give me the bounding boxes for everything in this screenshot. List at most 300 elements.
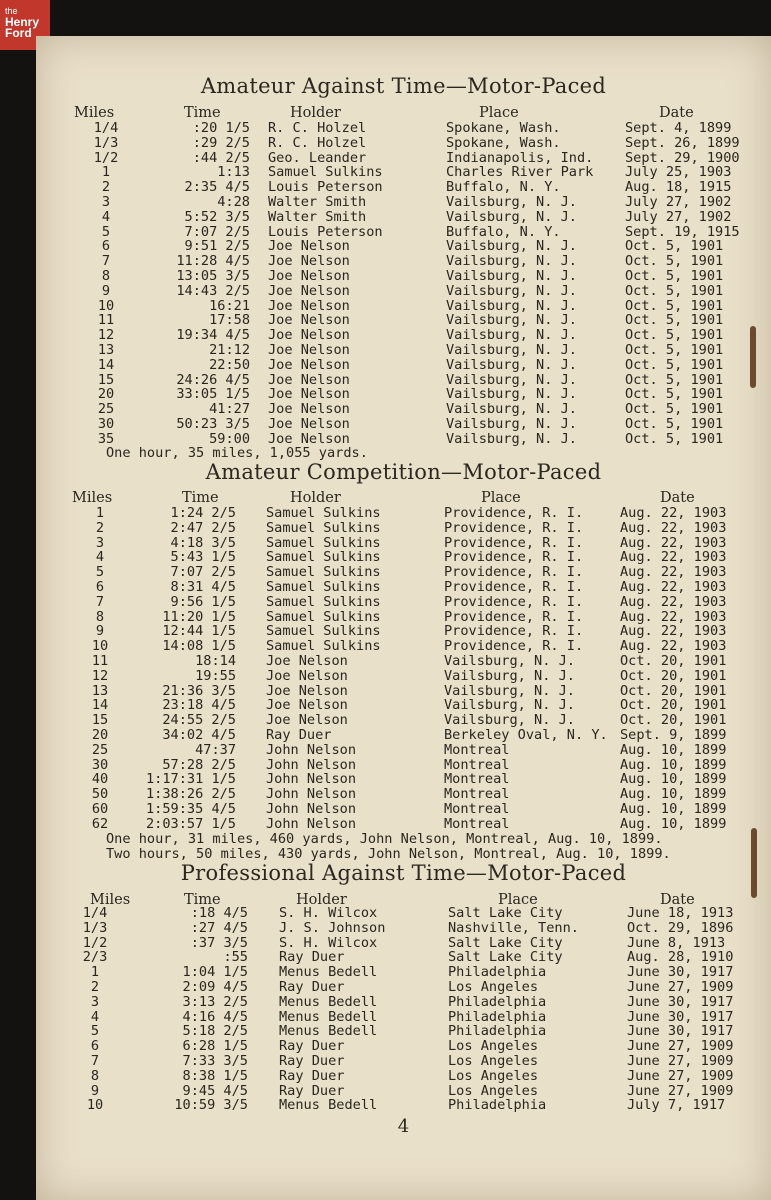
cell-date: June 30, 1917: [627, 1023, 734, 1040]
cell-holder: J. S. Johnson: [279, 919, 386, 936]
cell-place: Vailsburg, N. J.: [446, 430, 577, 447]
cell-miles: 10: [91, 638, 109, 655]
cell-date: Oct. 5, 1901: [625, 238, 724, 255]
cell-date: Oct. 5, 1901: [625, 371, 724, 388]
column-header-holder: Holder: [296, 892, 347, 908]
table-row: [36, 1069, 771, 1084]
table-row: [36, 995, 771, 1010]
table-row: [36, 817, 771, 832]
table-row: [36, 787, 771, 802]
cell-date: Oct. 5, 1901: [625, 401, 724, 418]
cell-date: Sept. 19, 1915: [625, 223, 740, 240]
cell-time: 9:51 2/5: [184, 238, 250, 255]
cell-time: :29 2/5: [192, 134, 250, 151]
cell-miles: 1/2: [93, 149, 119, 166]
cell-time: 4:16 4/5: [182, 1008, 248, 1025]
table-row: [36, 506, 771, 521]
table-row: [36, 1054, 771, 1069]
table-row: [36, 654, 771, 669]
cell-place: Philadelphia: [448, 1023, 547, 1040]
cell-place: Providence, R. I.: [444, 505, 584, 521]
table-row: [36, 180, 771, 195]
table-row: [36, 743, 771, 758]
column-header-holder: Holder: [290, 490, 341, 506]
cell-miles: 1/3: [93, 134, 119, 151]
cell-holder: Samuel Sulkins: [266, 579, 381, 595]
cell-holder: Samuel Sulkins: [266, 593, 381, 610]
section-note: One hour, 31 miles, 460 yards, John Nelson, Montreal, Aug. 10, 1899.: [106, 831, 663, 847]
cell-place: Philadelphia: [448, 1008, 547, 1025]
cell-date: Oct. 5, 1901: [625, 356, 724, 373]
cell-time: 11:20 1/5: [162, 608, 236, 625]
table-row: [36, 239, 771, 254]
cell-place: Providence, R. I.: [444, 608, 584, 625]
cell-holder: Joe Nelson: [268, 253, 350, 270]
cell-time: 1:17:31 1/5: [145, 771, 236, 788]
cell-miles: 25: [97, 401, 115, 418]
column-header-miles: Miles: [74, 105, 115, 121]
cell-date: Oct. 5, 1901: [625, 416, 724, 432]
cell-place: Spokane, Wash.: [446, 134, 561, 151]
table-row: [36, 921, 771, 936]
cell-holder: Joe Nelson: [268, 268, 350, 284]
cell-miles: 3: [101, 194, 111, 210]
cell-date: Aug. 22, 1903: [620, 564, 727, 581]
cell-holder: Ray Duer: [279, 1053, 345, 1069]
cell-miles: 9: [95, 623, 105, 640]
cell-place: Los Angeles: [448, 1053, 539, 1069]
cell-date: June 30, 1917: [627, 1008, 734, 1025]
cell-time: 24:55 2/5: [162, 712, 236, 729]
cell-holder: Joe Nelson: [268, 282, 350, 299]
table-row: [36, 284, 771, 299]
cell-time: 2:35 4/5: [184, 179, 250, 196]
cell-holder: Samuel Sulkins: [266, 505, 381, 521]
cell-date: July 27, 1902: [625, 194, 732, 210]
cell-holder: Samuel Sulkins: [266, 623, 381, 640]
cell-holder: Joe Nelson: [268, 238, 350, 255]
column-header-time: Time: [184, 892, 221, 908]
cell-miles: 2: [90, 979, 100, 995]
cell-place: Montreal: [444, 815, 510, 832]
cell-miles: 9: [101, 282, 111, 299]
cell-date: Aug. 22, 1903: [620, 638, 727, 655]
cell-date: Oct. 5, 1901: [625, 297, 724, 314]
cell-time: 6:28 1/5: [182, 1038, 248, 1055]
table-row: [36, 950, 771, 965]
cell-time: 1:59:35 4/5: [145, 801, 236, 817]
cell-place: Vailsburg, N. J.: [446, 356, 577, 373]
logo-line-2: Henry: [5, 15, 40, 29]
cell-place: Charles River Park: [446, 164, 594, 181]
cell-place: Providence, R. I.: [444, 579, 584, 595]
table-row: [36, 1010, 771, 1025]
cell-miles: 4: [95, 549, 105, 566]
cell-date: Oct. 5, 1901: [625, 268, 724, 284]
table-row: [36, 936, 771, 951]
cell-miles: 20: [91, 727, 109, 743]
cell-place: Vailsburg, N. J.: [446, 282, 577, 299]
cell-holder: Joe Nelson: [268, 297, 350, 314]
cell-miles: 50: [91, 786, 109, 803]
cell-holder: John Nelson: [266, 786, 357, 803]
cell-holder: Joe Nelson: [266, 653, 348, 669]
cell-place: Vailsburg, N. J.: [446, 401, 577, 418]
cell-holder: Menus Bedell: [279, 964, 378, 981]
cell-place: Nashville, Tenn.: [448, 919, 579, 936]
page-number: 4: [397, 1116, 410, 1137]
logo-line-1: the: [5, 6, 18, 16]
cell-date: Oct. 20, 1901: [620, 667, 727, 684]
cell-place: Vailsburg, N. J.: [444, 712, 575, 729]
column-header-time: Time: [182, 490, 219, 506]
cell-date: Sept. 29, 1900: [625, 149, 740, 166]
column-header-date: Date: [659, 105, 694, 121]
cell-time: 8:31 4/5: [170, 579, 236, 595]
cell-date: Aug. 22, 1903: [620, 519, 727, 536]
cell-time: :55: [223, 949, 248, 966]
cell-place: Vailsburg, N. J.: [446, 327, 577, 344]
cell-holder: Menus Bedell: [279, 1023, 378, 1040]
cell-date: Aug. 10, 1899: [620, 771, 727, 788]
cell-place: Providence, R. I.: [444, 593, 584, 610]
cell-holder: Menus Bedell: [279, 993, 378, 1010]
table-row: [36, 713, 771, 728]
cell-place: Vailsburg, N. J.: [444, 697, 575, 714]
cell-place: Spokane, Wash.: [446, 120, 561, 136]
table-row: [36, 1039, 771, 1054]
cell-miles: 2: [101, 179, 111, 196]
cell-holder: Louis Peterson: [268, 179, 383, 196]
cell-place: Los Angeles: [448, 1038, 539, 1055]
cell-place: Providence, R. I.: [444, 564, 584, 581]
cell-time: 14:08 1/5: [162, 638, 236, 655]
table-row: [36, 387, 771, 402]
column-header-place: Place: [498, 892, 538, 908]
cell-miles: 5: [95, 564, 105, 581]
cell-place: Los Angeles: [448, 1082, 539, 1099]
cell-holder: Samuel Sulkins: [266, 519, 381, 536]
cell-place: Montreal: [444, 741, 510, 758]
cell-date: Aug. 10, 1899: [620, 756, 727, 773]
cell-miles: 14: [97, 356, 115, 373]
cell-holder: Joe Nelson: [268, 356, 350, 373]
cell-miles: 10: [86, 1097, 104, 1114]
cell-miles: 8: [90, 1067, 100, 1084]
cell-time: 21:12: [209, 342, 250, 358]
cell-miles: 11: [97, 312, 115, 329]
cell-date: Oct. 5, 1901: [625, 327, 724, 344]
cell-place: Vailsburg, N. J.: [444, 682, 575, 699]
cell-date: Aug. 18, 1915: [625, 179, 732, 196]
cell-date: Aug. 10, 1899: [620, 741, 727, 758]
cell-place: Vailsburg, N. J.: [444, 653, 575, 669]
cell-date: Aug. 10, 1899: [620, 801, 727, 817]
cell-miles: 7: [95, 593, 105, 610]
cell-holder: Joe Nelson: [266, 712, 348, 729]
cell-place: Montreal: [444, 801, 510, 817]
cell-time: :44 2/5: [192, 149, 250, 166]
table-row: [36, 684, 771, 699]
table-row: [36, 980, 771, 995]
cell-time: 14:43 2/5: [176, 282, 250, 299]
column-header-date: Date: [660, 892, 695, 908]
column-header-miles: Miles: [72, 490, 113, 506]
cell-miles: 1: [95, 505, 105, 521]
table-row: [36, 802, 771, 817]
cell-holder: Ray Duer: [279, 979, 345, 995]
table-row: [36, 165, 771, 180]
cell-date: June 30, 1917: [627, 993, 734, 1010]
section-note: One hour, 35 miles, 1,055 yards.: [106, 445, 368, 461]
cell-miles: 6: [101, 238, 111, 255]
cell-date: Aug. 22, 1903: [620, 549, 727, 566]
table-row: [36, 136, 771, 151]
cell-date: Aug. 22, 1903: [620, 579, 727, 595]
cell-time: 5:43 1/5: [170, 549, 236, 566]
cell-miles: 12: [97, 327, 115, 344]
cell-date: Oct. 29, 1896: [627, 919, 734, 936]
cell-place: Buffalo, N. Y.: [446, 223, 561, 240]
cell-date: June 30, 1917: [627, 964, 734, 981]
cell-holder: Joe Nelson: [266, 667, 348, 684]
section-title: Professional Against Time—Motor-Paced: [180, 861, 627, 885]
cell-place: Montreal: [444, 771, 510, 788]
cell-time: 22:50: [209, 356, 250, 373]
table-row: [36, 906, 771, 921]
cell-date: July 7, 1917: [627, 1097, 726, 1114]
cell-holder: S. H. Wilcox: [279, 905, 378, 921]
cell-miles: 7: [90, 1053, 100, 1069]
cell-time: 33:05 1/5: [176, 386, 250, 403]
cell-date: June 8, 1913: [627, 934, 726, 951]
cell-time: 2:03:57 1/5: [145, 815, 236, 832]
cell-place: Los Angeles: [448, 979, 539, 995]
cell-time: 17:58: [209, 312, 250, 329]
table-row: [36, 669, 771, 684]
table-row: [36, 313, 771, 328]
cell-time: 9:56 1/5: [170, 593, 236, 610]
cell-time: 7:07 2/5: [184, 223, 250, 240]
cell-place: Vailsburg, N. J.: [446, 386, 577, 403]
cell-date: Aug. 22, 1903: [620, 534, 727, 551]
cell-miles: 35: [97, 430, 115, 447]
cell-time: 23:18 4/5: [162, 697, 236, 714]
cell-date: Oct. 20, 1901: [620, 653, 727, 669]
cell-place: Los Angeles: [448, 1067, 539, 1084]
cell-holder: John Nelson: [266, 756, 357, 773]
cell-time: 5:18 2/5: [182, 1023, 248, 1040]
cell-time: 2:47 2/5: [170, 519, 236, 536]
cell-holder: Joe Nelson: [268, 342, 350, 358]
table-row: [36, 210, 771, 225]
table-row: [36, 565, 771, 580]
cell-miles: 1/3: [82, 919, 108, 936]
cell-miles: 11: [91, 653, 109, 669]
column-header-place: Place: [481, 490, 521, 506]
cell-holder: Joe Nelson: [268, 430, 350, 447]
cell-place: Buffalo, N. Y.: [446, 179, 561, 196]
cell-time: 41:27: [209, 401, 250, 418]
cell-miles: 10: [97, 297, 115, 314]
table-row: [36, 1098, 771, 1113]
column-header-time: Time: [184, 105, 221, 121]
cell-time: 13:05 3/5: [176, 268, 250, 284]
cell-miles: 1/4: [82, 905, 108, 921]
cell-date: Aug. 22, 1903: [620, 593, 727, 610]
cell-miles: 2/3: [82, 949, 108, 966]
cell-holder: Joe Nelson: [268, 401, 350, 418]
cell-holder: Samuel Sulkins: [268, 164, 383, 181]
cell-place: Providence, R. I.: [444, 549, 584, 566]
cell-place: Vailsburg, N. J.: [446, 312, 577, 329]
cell-time: 59:00: [209, 430, 250, 447]
table-row: [36, 195, 771, 210]
cell-miles: 13: [91, 682, 109, 699]
cell-holder: Ray Duer: [279, 949, 345, 966]
cell-time: 19:34 4/5: [176, 327, 250, 344]
cell-time: 10:59 3/5: [174, 1097, 248, 1114]
cell-miles: 1/2: [82, 934, 108, 951]
table-row: [36, 580, 771, 595]
cell-date: June 27, 1909: [627, 1067, 734, 1084]
cell-time: 1:24 2/5: [170, 505, 236, 521]
cell-time: 2:09 4/5: [182, 979, 248, 995]
cell-place: Philadelphia: [448, 1097, 547, 1114]
table-row: [36, 417, 771, 432]
cell-holder: Ray Duer: [279, 1082, 345, 1099]
cell-place: Philadelphia: [448, 993, 547, 1010]
cell-time: 1:38:26 2/5: [145, 786, 236, 803]
table-row: [36, 610, 771, 625]
cell-date: Sept. 4, 1899: [625, 120, 732, 136]
cell-place: Salt Lake City: [448, 905, 563, 921]
cell-miles: 8: [101, 268, 111, 284]
column-header-date: Date: [660, 490, 695, 506]
column-header-row: [36, 491, 771, 506]
column-header-place: Place: [479, 105, 519, 121]
table-row: [36, 402, 771, 417]
cell-holder: Joe Nelson: [268, 312, 350, 329]
cell-time: 7:33 3/5: [182, 1053, 248, 1069]
column-header-row: [36, 106, 771, 121]
cell-date: July 25, 1903: [625, 164, 732, 181]
table-row: [36, 758, 771, 773]
cell-time: 12:44 1/5: [162, 623, 236, 640]
cell-time: 9:45 4/5: [182, 1082, 248, 1099]
cell-time: 5:52 3/5: [184, 208, 250, 225]
cell-time: 34:02 4/5: [162, 727, 236, 743]
cell-time: 16:21: [209, 297, 250, 314]
cell-holder: R. C. Holzel: [268, 134, 367, 151]
cell-date: Sept. 26, 1899: [625, 134, 740, 151]
cell-time: 24:26 4/5: [176, 371, 250, 388]
cell-miles: 30: [91, 756, 109, 773]
cell-date: Sept. 9, 1899: [620, 727, 727, 743]
cell-time: 4:28: [217, 194, 250, 210]
cell-holder: Joe Nelson: [266, 697, 348, 714]
cell-time: 47:37: [195, 741, 236, 758]
cell-date: Aug. 10, 1899: [620, 815, 727, 832]
cell-miles: 1: [90, 964, 100, 981]
cell-date: July 27, 1902: [625, 208, 732, 225]
cell-miles: 12: [91, 667, 109, 684]
table-row: [36, 358, 771, 373]
cell-time: 19:55: [195, 667, 236, 684]
cell-date: Oct. 20, 1901: [620, 697, 727, 714]
cell-place: Vailsburg, N. J.: [446, 194, 577, 210]
cell-date: Oct. 5, 1901: [625, 253, 724, 270]
cell-holder: R. C. Holzel: [268, 120, 367, 136]
cell-holder: Ray Duer: [266, 727, 332, 743]
cell-date: Aug. 22, 1903: [620, 608, 727, 625]
cell-time: 7:07 2/5: [170, 564, 236, 581]
cell-holder: Samuel Sulkins: [266, 638, 381, 655]
cell-place: Vailsburg, N. J.: [446, 416, 577, 432]
cell-date: June 27, 1909: [627, 1082, 734, 1099]
cell-miles: 1/4: [93, 120, 119, 136]
column-header-holder: Holder: [290, 105, 341, 121]
cell-date: Oct. 5, 1901: [625, 282, 724, 299]
cell-holder: Ray Duer: [279, 1067, 345, 1084]
cell-holder: Samuel Sulkins: [266, 564, 381, 581]
cell-miles: 7: [101, 253, 111, 270]
cell-holder: Joe Nelson: [268, 386, 350, 403]
cell-miles: 4: [101, 208, 111, 225]
table-row: [36, 269, 771, 284]
table-row: [36, 698, 771, 713]
cell-place: Indianapolis, Ind.: [446, 149, 594, 166]
cell-holder: Joe Nelson: [266, 682, 348, 699]
cell-time: 4:18 3/5: [170, 534, 236, 551]
cell-holder: John Nelson: [266, 771, 357, 788]
cell-time: :20 1/5: [192, 120, 250, 136]
cell-place: Vailsburg, N. J.: [446, 297, 577, 314]
cell-miles: 6: [90, 1038, 100, 1055]
cell-holder: Walter Smith: [268, 194, 367, 210]
cell-time: 11:28 4/5: [176, 253, 250, 270]
cell-miles: 25: [91, 741, 109, 758]
table-row: [36, 1084, 771, 1099]
cell-date: Oct. 20, 1901: [620, 712, 727, 729]
document-page: [36, 36, 771, 1200]
logo-line-3: Ford: [5, 26, 32, 40]
cell-time: 1:04 1/5: [182, 964, 248, 981]
cell-holder: Samuel Sulkins: [266, 608, 381, 625]
cell-time: 57:28 2/5: [162, 756, 236, 773]
cell-miles: 40: [91, 771, 109, 788]
section-note: Two hours, 50 miles, 430 yards, John Nelson, Montreal, Aug. 10, 1899.: [106, 846, 671, 862]
cell-holder: Menus Bedell: [279, 1097, 378, 1114]
cell-holder: Geo. Leander: [268, 149, 367, 166]
cell-time: 1:13: [217, 164, 250, 181]
cell-place: Vailsburg, N. J.: [444, 667, 575, 684]
cell-date: Oct. 5, 1901: [625, 342, 724, 358]
table-row: [36, 328, 771, 343]
cell-holder: Walter Smith: [268, 208, 367, 225]
table-row: [36, 639, 771, 654]
cell-place: Montreal: [444, 786, 510, 803]
cell-date: June 27, 1909: [627, 1038, 734, 1055]
cell-place: Salt Lake City: [448, 934, 563, 951]
cell-place: Providence, R. I.: [444, 638, 584, 655]
table-row: [36, 254, 771, 269]
cell-date: Aug. 22, 1903: [620, 505, 727, 521]
cell-place: Vailsburg, N. J.: [446, 371, 577, 388]
cell-miles: 14: [91, 697, 109, 714]
cell-miles: 30: [97, 416, 115, 432]
cell-place: Montreal: [444, 756, 510, 773]
